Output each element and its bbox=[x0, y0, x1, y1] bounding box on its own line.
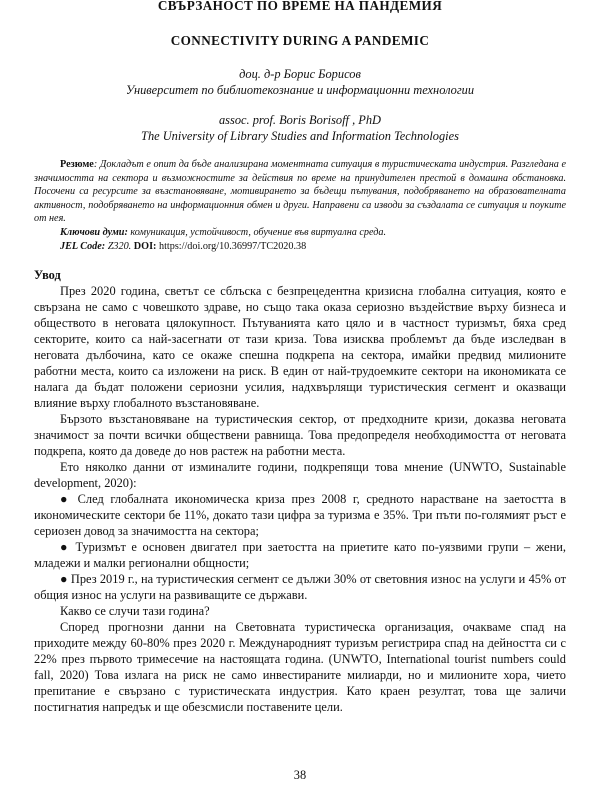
section-heading: Увод bbox=[34, 268, 61, 283]
keywords-line bbox=[60, 226, 566, 240]
bullet-item: ● През 2019 г., на туристическия сегмент се дължи 30% от световния износ на услуги и 45% от общия износ на услуги на развиващите се държави. bbox=[34, 572, 566, 603]
author-affiliation-bg: Университет по библиотекознание и информационни технологии bbox=[125, 83, 475, 97]
author-name-en: assoc. prof. Boris Borisoff , PhD bbox=[218, 113, 381, 127]
jel-code: Z320. bbox=[105, 240, 132, 252]
doi-link[interactable]: https://doi.org/10.36997/TC2020.38 bbox=[156, 240, 307, 252]
paragraph: Бързото възстановяване на туристическия сектор, от предходните кризи, доказва неговата значимост за почти всички обществени равнища. Това предопределя необходимостта от неговата подкрепа, която да доведе до нов растеж на работни места. bbox=[34, 412, 566, 459]
author-affiliation-en: The University of Library Studies and Information Technologies bbox=[141, 129, 459, 143]
abstract bbox=[34, 158, 566, 226]
doi-label: DOI: bbox=[131, 240, 157, 252]
paragraph: Ето няколко данни от изминалите години, подкрепящи това мнение (UNWTO, Sustainable development, 2020): bbox=[34, 460, 566, 491]
bullet-item: ● Туризмът е основен двигател при заетостта на приетите като по-уязвими групи – жени, младежи и малки регионални общности; bbox=[34, 540, 566, 571]
section-body bbox=[34, 283, 566, 715]
abstract-label: Резюме bbox=[60, 159, 94, 170]
keywords-label: Ключови думи: bbox=[60, 226, 128, 238]
page-number: 38 bbox=[293, 768, 307, 782]
bullet-item: ● След глобалната икономическа криза през 2008 г, средното нарастване на заетостта в икономическите сектори бе 11%, докато тази цифра за туризма е 35%. Три пъти по-голямият ръст е сериозен довод за значимостта на сектора; bbox=[34, 492, 566, 539]
title-bulgarian: СВЪРЗАНОСТ ПО ВРЕМЕ НА ПАНДЕМИЯ bbox=[157, 0, 443, 13]
jel-label: JEL Code: bbox=[60, 240, 106, 252]
paragraph: През 2020 година, светът се сблъска с безпрецедентна кризисна глобална ситуация, която е свързана не само с човешкото здраве, но също така оказа сериозно въздействие върху бизнеса и обществото в неговата цялокупност. Пътуванията като цяло и в частност туризмът, бяха сред секторите, които са най-засегнати от тази криза. Това изисква проблемът да бъде изследван в неговата дълбочина, като се окаже спешна подкрепа на сектора, имайки предвид милионите работни места, които са изложени на риск. В един от най-трудоемките сектори на икономиката се налага да бъдат положени сериозни усилия, надхвърлящи туристическия сегмент и оказващи влияние върху глобалното възстановяване. bbox=[34, 284, 566, 411]
title-english: CONNECTIVITY DURING A PANDEMIC bbox=[170, 33, 430, 48]
keywords-text: комуникация, устойчивост, обучение във виртуална среда. bbox=[127, 226, 387, 238]
paragraph: Какво се случи тази година? bbox=[60, 604, 210, 619]
abstract-text: : Докладът е опит да бъде анализирана моментната ситуация в туристическата индустрия. Разгледана е значимостта на сектора и възможностите за действия по време на принудителен престой в домашна обстановка. Посочени са ресурсите за възстановяване, мотивирането за бъдещи пътувания, подобряването на образователната активност, подобряването на информационния обмен и други. Направени са изводи за създалата се ситуация и поуките от нея. bbox=[34, 159, 566, 225]
paper-page bbox=[34, 0, 566, 715]
paragraph: Според прогнозни данни на Световната туристическа организация, очакваме спад на приходите между 60-80% през 2020 г. Международният туризъм регистрира спад на дейността си с 22% през първото тримесечие на настоящата година. (UNWTO, International tourist numbers could fall, 2020) Това излага на риск не само инвестираните милиарди, но и милионите хора, чието препитание е свързано с туристическата индустрия. Като краен резултат, това ще заличи постигнатия напредък и ще обезсмисли поставените цели. bbox=[34, 620, 566, 715]
author-name-bg: доц. д-р Борис Борисов bbox=[239, 67, 361, 81]
jel-doi-line bbox=[60, 240, 566, 254]
